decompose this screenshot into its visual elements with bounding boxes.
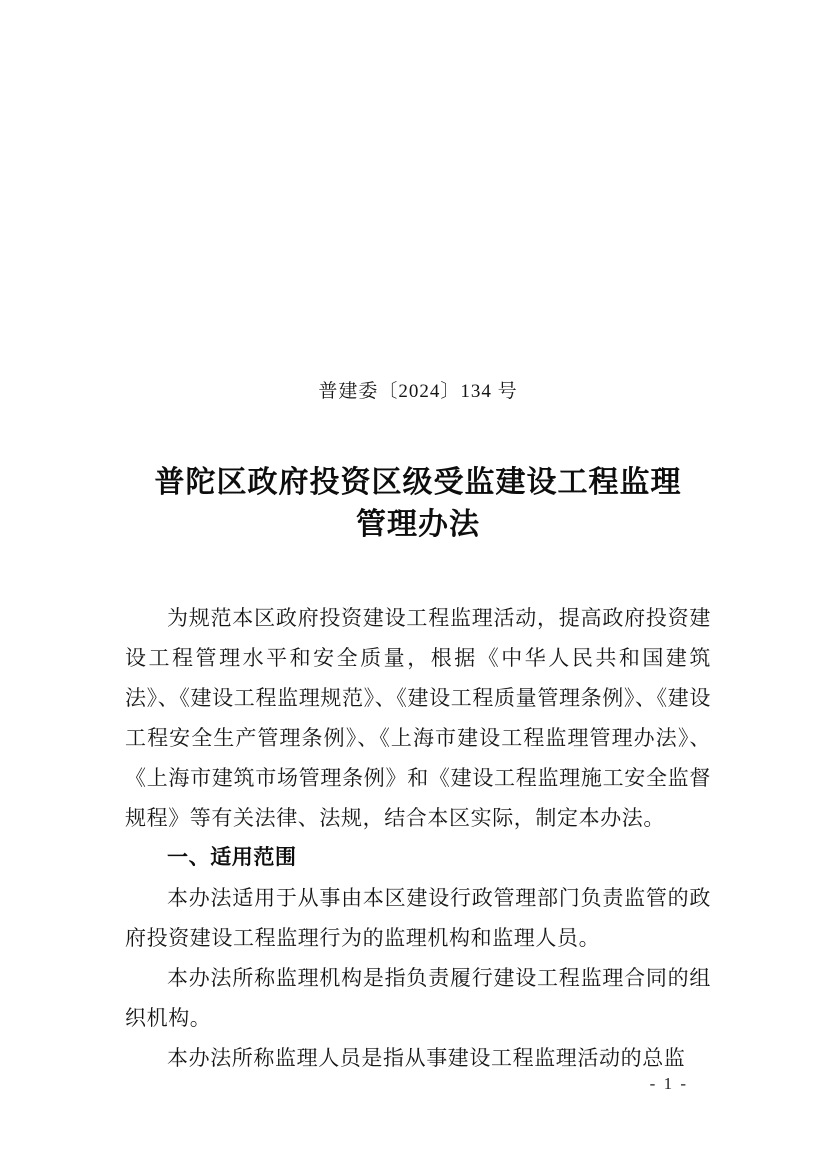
paragraph-intro: 为规范本区政府投资建设工程监理活动，提高政府投资建设工程管理水平和安全质量，根据《中华人民共和国建筑法》、《建设工程监理规范》、《建设工程质量管理条例》、《建设工程安全生产管理条例》、《上海市建设工程监理管理办法》、《上海市建筑市场管理条例》和《建设工程监理施工安全监督规程》等有关法律、法规，结合本区实际，制定本办法。: [125, 606, 711, 830]
paragraph-scope-1: 本办法适用于从事由本区建设行政管理部门负责监管的政府投资建设工程监理行为的监理机构和监理人员。: [125, 886, 711, 950]
document-title-line-1: 普陀区政府投资区级受监建设工程监理: [154, 466, 682, 499]
section-heading-scope: 一、适用范围: [167, 846, 297, 869]
paragraph-scope-2: 本办法所称监理机构是指负责履行建设工程监理合同的组织机构。: [125, 966, 711, 1030]
document-title: [125, 462, 711, 546]
page-number: - 1 -: [649, 1074, 688, 1093]
document-title-line-2: 管理办法: [356, 508, 480, 541]
document-body: [125, 598, 711, 1078]
paragraph-scope-3: 本办法所称监理人员是指从事建设工程监理活动的总监: [167, 1046, 686, 1070]
document-content: [125, 0, 711, 1078]
document-number: 普建委〔2024〕134 号: [318, 381, 518, 402]
